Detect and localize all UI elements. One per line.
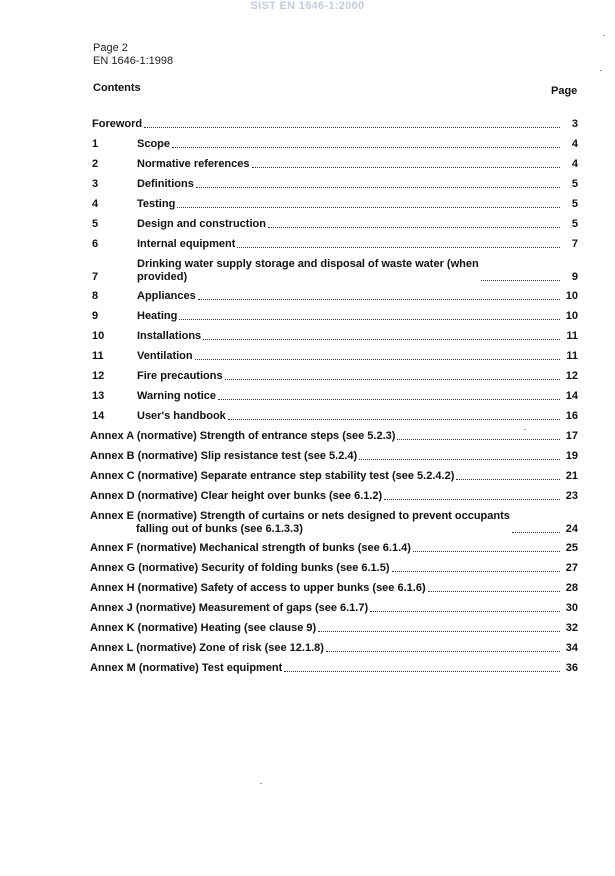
toc-entry: [90, 178, 578, 191]
annex-entry: [90, 602, 578, 615]
entry-title: Scope: [137, 138, 171, 150]
page-ref: 32: [565, 622, 578, 634]
dot-leader: [397, 439, 560, 440]
entry-title-continued: provided): [137, 271, 188, 283]
entry-title: Testing: [137, 198, 176, 210]
page-ref: 9: [571, 271, 578, 283]
dot-leader: [203, 339, 560, 340]
entry-title-continued: falling out of bunks (see 6.1.3.3): [136, 523, 303, 535]
toc-entry: [90, 218, 578, 231]
page-ref: 4: [571, 158, 578, 170]
entry-title: Annex C (normative) Separate entrance step stability test (see 5.2.4.2): [90, 470, 455, 482]
standard-id: EN 1646-1:1998: [93, 55, 174, 67]
dot-leader: [237, 247, 560, 248]
toc-entry: [90, 290, 578, 303]
page-ref: 27: [565, 562, 578, 574]
section-number: 11: [92, 350, 104, 362]
entry-title: Definitions: [137, 178, 194, 190]
toc-entry: [90, 238, 578, 251]
entry-title: Foreword: [92, 118, 143, 130]
dot-leader: [428, 591, 560, 592]
toc-entry: [90, 118, 578, 131]
page-ref: 11: [566, 350, 578, 362]
dot-leader: [326, 651, 560, 652]
contents-title: Contents: [93, 82, 141, 94]
entry-title: Annex F (normative) Mechanical strength of bunks (see 6.1.4): [90, 542, 411, 554]
dot-leader: [512, 532, 560, 533]
page-ref: 5: [571, 178, 578, 190]
entry-title: Annex M (normative) Test equipment: [90, 662, 283, 674]
entry-title: Installations: [137, 330, 202, 342]
annex-entry: [90, 642, 578, 655]
dot-leader: [198, 299, 560, 300]
dot-leader: [481, 280, 560, 281]
annex-entry: [90, 542, 578, 555]
page-ref: 17: [565, 430, 578, 442]
section-number: 14: [92, 410, 105, 422]
page-ref: 34: [565, 642, 578, 654]
annex-entry: [90, 562, 578, 575]
toc-entry: [90, 258, 578, 284]
toc-entry: [90, 410, 578, 423]
dot-leader: [413, 551, 560, 552]
page-ref: 36: [565, 662, 578, 674]
entry-title: Annex A (normative) Strength of entrance steps (see 5.2.3): [90, 430, 396, 442]
dot-leader: [228, 419, 560, 420]
section-number: 7: [92, 271, 99, 283]
dot-leader: [370, 611, 560, 612]
scan-speck: [524, 429, 526, 430]
dot-leader: [144, 127, 560, 128]
entry-title: Ventilation: [137, 350, 193, 362]
page-number: Page 2: [93, 42, 128, 54]
page-ref: 28: [565, 582, 578, 594]
annex-entry: [90, 450, 578, 463]
page-ref: 12: [565, 370, 578, 382]
page-ref: 4: [571, 138, 578, 150]
page-ref: 14: [565, 390, 578, 402]
page-ref: 30: [565, 602, 578, 614]
section-number: 3: [92, 178, 99, 190]
entry-title: Drinking water supply storage and disposal of waste water (when: [137, 258, 479, 270]
page-ref: 16: [565, 410, 578, 422]
page-ref: 10: [565, 310, 578, 322]
entry-title: Annex E (normative) Strength of curtains or nets designed to prevent occupants: [90, 510, 510, 522]
toc-entry: [90, 138, 578, 151]
section-number: 4: [92, 198, 99, 210]
scan-speck: [603, 35, 605, 36]
dot-leader: [195, 359, 560, 360]
page-ref: 3: [571, 118, 578, 130]
section-number: 5: [92, 218, 99, 230]
scan-speck: [600, 70, 602, 71]
annex-entry: [90, 582, 578, 595]
page-header: [93, 42, 173, 68]
dot-leader: [318, 631, 560, 632]
entry-title: Design and construction: [137, 218, 266, 230]
annex-entry: [90, 622, 578, 635]
table-of-contents: [90, 118, 578, 682]
section-number: 10: [92, 330, 105, 342]
toc-entry: [90, 310, 578, 323]
dot-leader: [218, 399, 560, 400]
entry-title: Internal equipment: [137, 238, 236, 250]
page-ref: 5: [571, 198, 578, 210]
section-number: 6: [92, 238, 99, 250]
dot-leader: [456, 479, 560, 480]
dot-leader: [172, 147, 560, 148]
dot-leader: [359, 459, 560, 460]
section-number: 1: [92, 138, 99, 150]
annex-entry: [90, 490, 578, 503]
entry-title: Annex G (normative) Security of folding bunks (see 6.1.5): [90, 562, 390, 574]
entry-title: Appliances: [137, 290, 196, 302]
section-number: 13: [92, 390, 105, 402]
page-ref: 24: [565, 523, 578, 535]
entry-title: Annex H (normative) Safety of access to upper bunks (see 6.1.6): [90, 582, 426, 594]
entry-title: Annex K (normative) Heating (see clause 9): [90, 622, 317, 634]
entry-title: Normative references: [137, 158, 250, 170]
toc-entry: [90, 350, 578, 363]
dot-leader: [225, 379, 560, 380]
page-ref: 21: [565, 470, 578, 482]
entry-title: Annex D (normative) Clear height over bunks (see 6.1.2): [90, 490, 383, 502]
annex-entry: [90, 430, 578, 443]
entry-title: Annex J (normative) Measurement of gaps (see 6.1.7): [90, 602, 369, 614]
dot-leader: [196, 187, 560, 188]
scan-speck: [260, 783, 262, 784]
section-number: 12: [92, 370, 105, 382]
page-ref: 5: [571, 218, 578, 230]
page-ref: 11: [566, 330, 578, 342]
dot-leader: [384, 499, 560, 500]
entry-title: Heating: [137, 310, 178, 322]
toc-entry: [90, 390, 578, 403]
page-ref: 10: [565, 290, 578, 302]
dot-leader: [177, 207, 560, 208]
entry-title: Annex L (normative) Zone of risk (see 12.1.8): [90, 642, 324, 654]
dot-leader: [268, 227, 560, 228]
section-number: 9: [92, 310, 99, 322]
dot-leader: [392, 571, 560, 572]
entry-title: Warning notice: [137, 390, 217, 402]
toc-entry: [90, 370, 578, 383]
page-ref: 19: [565, 450, 578, 462]
page-column-label: Page: [551, 85, 578, 97]
page-ref: 25: [565, 542, 578, 554]
toc-entry: [90, 330, 578, 343]
entry-title: Annex B (normative) Slip resistance test (see 5.2.4): [90, 450, 358, 462]
section-number: 8: [92, 290, 99, 302]
dot-leader: [284, 671, 560, 672]
entry-title: Fire precautions: [137, 370, 223, 382]
annex-entry: [90, 662, 578, 675]
dot-leader: [252, 167, 560, 168]
entry-title: User's handbook: [137, 410, 226, 422]
watermark: SIST EN 1646-1:2000: [250, 0, 365, 12]
section-number: 2: [92, 158, 99, 170]
page-ref: 23: [565, 490, 578, 502]
dot-leader: [179, 319, 560, 320]
toc-entry: [90, 158, 578, 171]
annex-entry: [90, 510, 578, 536]
toc-entry: [90, 198, 578, 211]
annex-entry: [90, 470, 578, 483]
page-ref: 7: [571, 238, 578, 250]
